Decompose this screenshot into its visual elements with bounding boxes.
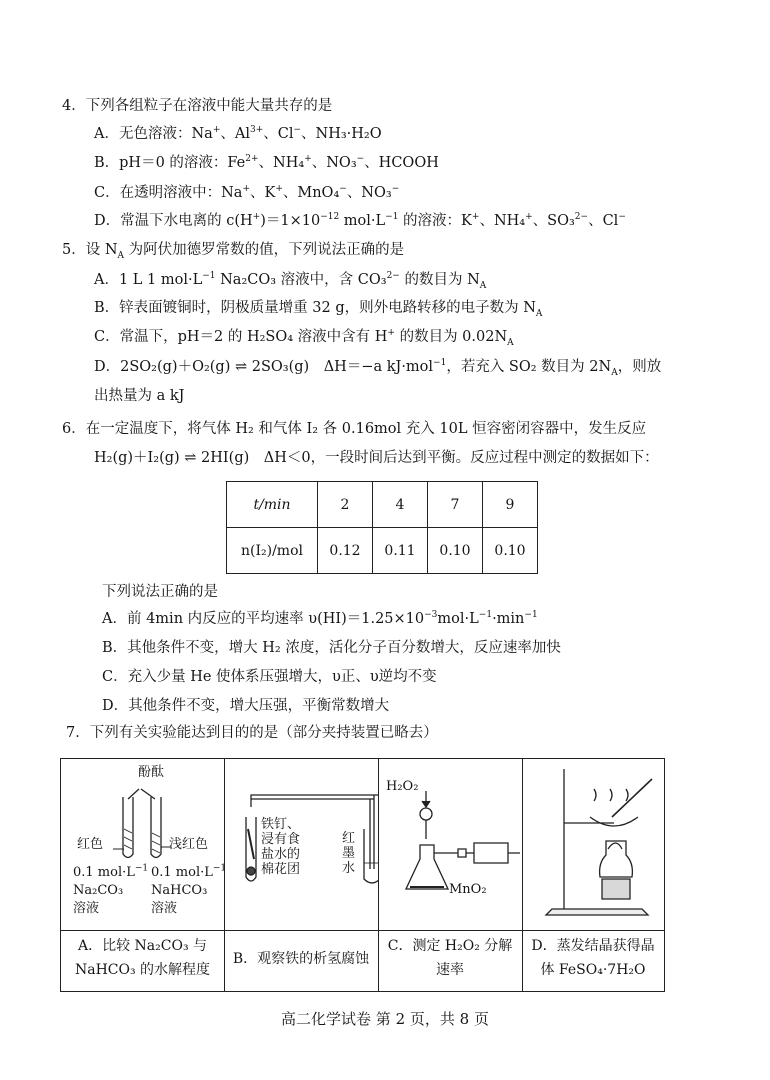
- fig-c-label-mno2: MnO₂: [449, 882, 487, 897]
- q6-option-a: A．前 4min 内反应的平均速率 $\upsilon(HI)=1.25\times 10^{-3}mol\cdot L^{-1}\cdot\min^{-1}$: [102, 610, 538, 627]
- evaporation-figure: [522, 759, 664, 930]
- q6-equation: H₂(g)＋I₂(g) ⇌ 2HI(g) ΔH＜0，一段时间后达到平衡。反应过程中测定的数据如下：: [94, 450, 659, 466]
- table-cell: 9: [483, 482, 538, 528]
- q5-option-a: A．1 L 1 $mol\cdot L^{-1}$ Na₂CO₃ 溶液中，含 CO₃$^{2-}$ 的数目为 $N_A$: [94, 271, 487, 291]
- q4-option-c: C．在透明溶液中：Na+、K+、MnO₄−、NO₃−: [94, 184, 400, 201]
- table-cell: 4: [373, 482, 428, 528]
- table-cell: 7: [428, 482, 483, 528]
- q6-option-d: D．其他条件不变，增大压强，平衡常数增大: [102, 698, 390, 714]
- fig-a-conc-right: 0.1 $mol\cdot L^{-1}$: [151, 863, 227, 880]
- q5-option-c: C．常温下，pH＝2 的 H₂SO₄ 溶液中含有 H+ 的数目为 $0.02N_A$: [94, 328, 514, 348]
- q5-option-b: B．锌表面镀铜时，阴极质量增重 32 g，则外电路转移的电子数为 $N_A$: [94, 300, 543, 319]
- caption-c: C．测定 H₂O₂ 分解 速率: [387, 938, 513, 978]
- q6-prompt: 下列说法正确的是: [102, 584, 218, 600]
- fig-a-label-red: 红色: [77, 837, 104, 852]
- caption-d: D．蒸发结晶获得晶 体 FeSO₄·7H₂O: [531, 938, 655, 978]
- q6-option-c: C．充入少量 He 使体系压强增大，υ正、υ逆均不变: [102, 669, 437, 685]
- q4-option-b: B．pH＝0 的溶液：$Fe^{2+}$、NH₄+、NO₃−、HCOOH: [94, 154, 439, 171]
- fig-c-label-h2o2: H₂O₂: [386, 779, 419, 794]
- fig-a-salt-right: NaHCO₃: [151, 883, 208, 898]
- table-row: [227, 482, 538, 528]
- q5-option-d-continued: 出热量为 a kJ: [94, 388, 185, 404]
- page-footer: 高二化学试卷 第 2 页，共 8 页: [281, 1010, 489, 1028]
- q7-experiment-table: [60, 758, 665, 992]
- q4-option-a: A．无色溶液：Na+、$Al^{3+}$、Cl−、NH₃·H₂O: [94, 125, 382, 142]
- table-cell: 0.10: [428, 528, 483, 574]
- table-cell: 2: [318, 482, 373, 528]
- fig-a-conc-left: 0.1 $mol\cdot L^{-1}$: [73, 863, 149, 880]
- fig-b-label-right: 红 墨 水: [342, 831, 356, 876]
- table-header-time: t/min: [227, 482, 318, 528]
- q4-option-d: D．常温下水电离的 $c(H^+)=1\times 10^{-12}$ $mol\cdot L^{-1}$ 的溶液：K+、NH₄+、SO₃$^{2-}$、Cl−: [94, 212, 626, 229]
- q4-stem: 4．下列各组粒子在溶液中能大量共存的是: [62, 98, 333, 114]
- fig-a-label-top: 酚酞: [138, 765, 165, 780]
- q7-stem: 7．下列有关实验能达到目的的是（部分夹持装置已略去）: [66, 725, 438, 741]
- table-cell: 0.10: [483, 528, 538, 574]
- fig-b-label-left: 铁钉、 浸有食 盐水的 棉花团: [261, 817, 301, 877]
- q6-data-table: [226, 481, 538, 574]
- table-cell: 0.11: [373, 528, 428, 574]
- fig-a-salt-left: Na₂CO₃: [73, 883, 124, 898]
- table-cell: 0.12: [318, 528, 373, 574]
- q5-stem: 5．设 $N_A$ 为阿伏加德罗常数的值，下列说法正确的是: [62, 242, 405, 261]
- fig-a-label-lightred: 浅红色: [169, 837, 209, 852]
- table-row: [227, 528, 538, 574]
- q6-option-b: B．其他条件不变，增大 H₂ 浓度，活化分子百分数增大，反应速率加快: [102, 640, 561, 656]
- fig-a-sol-right: 溶液: [151, 901, 178, 916]
- q5-option-d: D．2SO₂(g)＋O₂(g) ⇌ 2SO₃(g) ΔH＝−a kJ·mol$^{-1}$，若充入 SO₂ 数目为 $2N_A$，则放: [94, 358, 662, 378]
- caption-b: B．观察铁的析氢腐蚀: [232, 951, 370, 967]
- caption-a: A．比较 Na₂CO₃ 与 NaHCO₃ 的水解程度: [74, 938, 211, 978]
- fig-a-sol-left: 溶液: [73, 901, 100, 916]
- table-header-amount: n(I₂)/mol: [227, 528, 318, 574]
- q6-stem: 6．在一定温度下，将气体 H₂ 和气体 I₂ 各 0.16mol 充入 10L 恒容密闭容器中，发生反应: [62, 421, 647, 437]
